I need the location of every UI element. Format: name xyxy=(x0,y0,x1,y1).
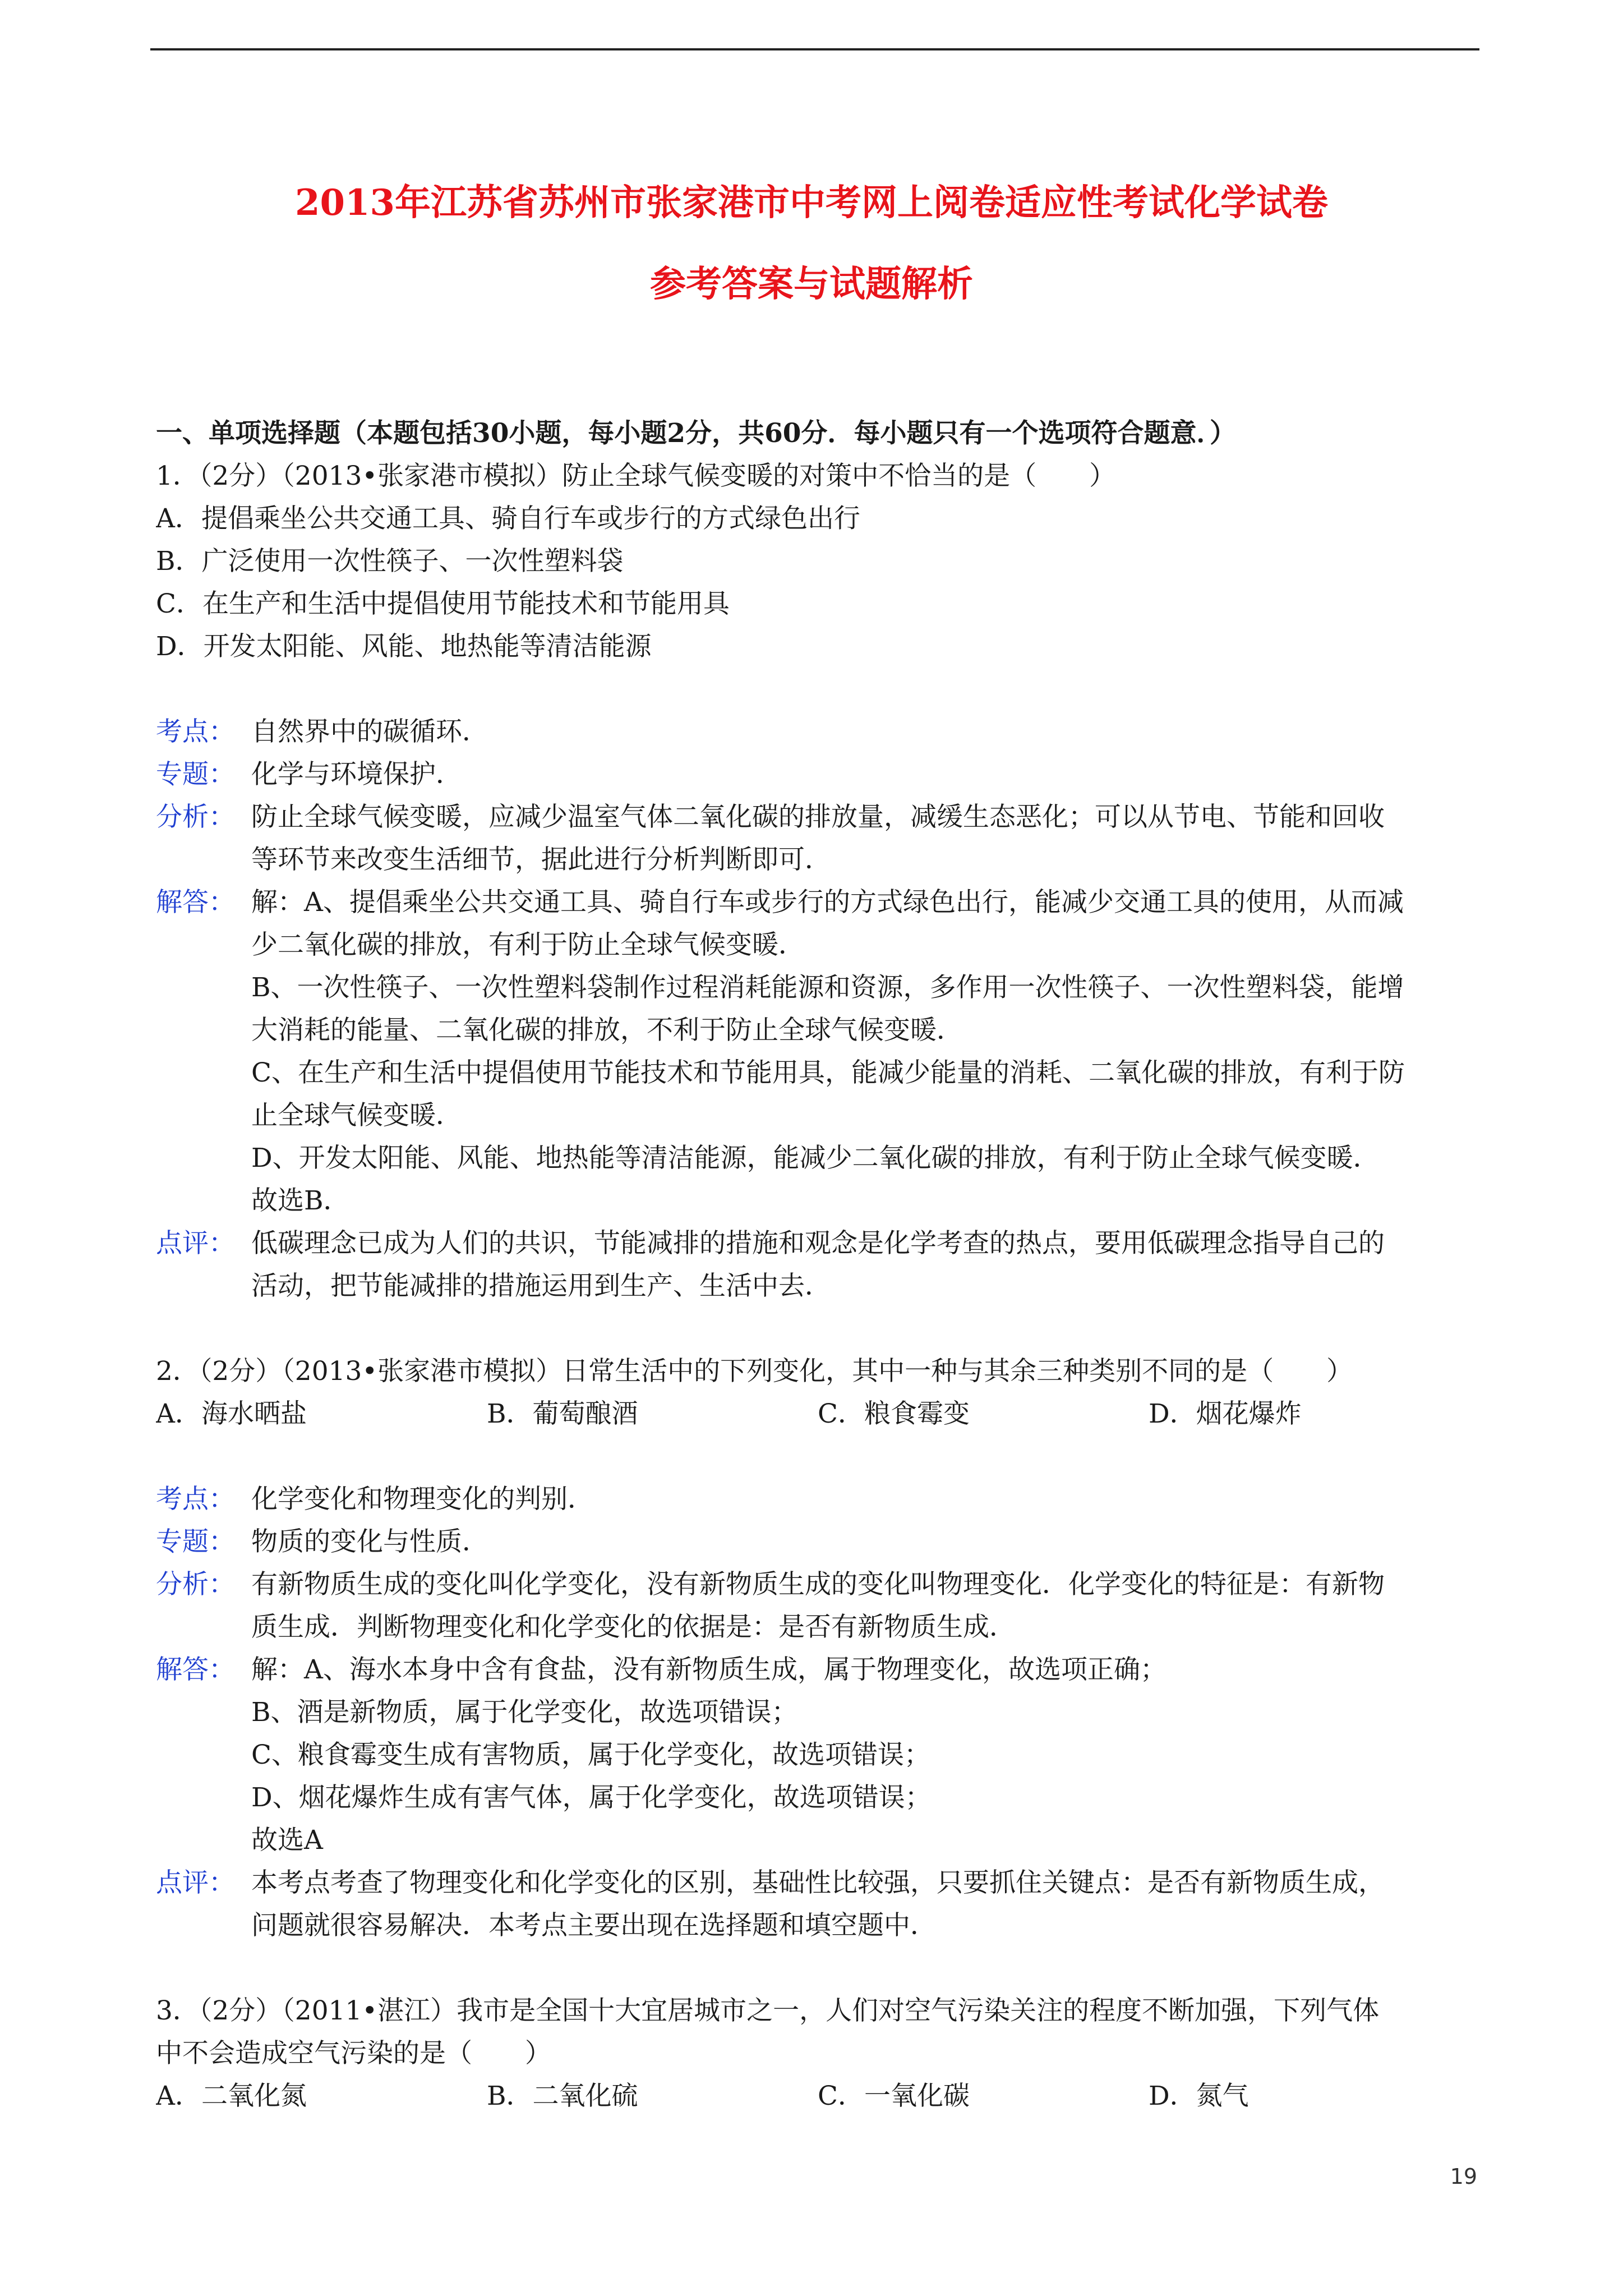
jieda-label: 解答： xyxy=(156,887,235,918)
jieda-text: D、开发太阳能、风能、地热能等清洁能源，能减少二氧化碳的排放，有利于防止全球气候变暖． xyxy=(251,1143,1380,1174)
question-stem: 2．（2分）（2013•张家港市模拟）日常生活中的下列变化，其中一种与其余三种类别不同的是（ ） xyxy=(156,1356,1353,1387)
question-2 xyxy=(156,1350,1479,1947)
option-b: B．广泛使用一次性筷子、一次性塑料袋 xyxy=(156,546,624,577)
kaodian-text: 自然界中的碳循环． xyxy=(251,716,488,747)
document-title: 2013年江苏省苏州市张家港市中考网上阅卷适应性考试化学试卷 xyxy=(294,182,1329,224)
zhuanti-label: 专题： xyxy=(156,1526,235,1557)
option-b: B．葡萄酿酒 xyxy=(487,1398,638,1429)
question-stem: 1．（2分）（2013•张家港市模拟）防止全球气候变暖的对策中不恰当的是（ ） xyxy=(156,461,1116,491)
fenxi-text: 有新物质生成的变化叫化学变化，没有新物质生成的变化叫物理变化．化学变化的特征是：有新物 xyxy=(251,1569,1385,1600)
question-stem: 3．（2分）（2011•湛江）我市是全国十大宜居城市之一，人们对空气污染关注的程度不断加强，下列气体 xyxy=(156,1995,1380,2026)
dianping-text: 本考点考查了物理变化和化学变化的区别，基础性比较强，只要抓住关键点：是否有新物质生成， xyxy=(251,1867,1385,1898)
jieda-text: C、在生产和生活中提倡使用节能技术和节能用具，能减少能量的消耗、二氧化碳的排放，有利于防 xyxy=(251,1057,1405,1088)
fenxi-text: 等环节来改变生活细节，据此进行分析判断即可． xyxy=(251,844,831,875)
jieda-text: B、酒是新物质，属于化学变化，故选项错误； xyxy=(251,1697,798,1728)
kaodian-row xyxy=(156,1478,1479,1521)
question-3 xyxy=(156,1990,1479,2118)
dianping-text: 低碳理念已成为人们的共识，节能减排的措施和观念是化学考查的热点，要用低碳理念指导自己的 xyxy=(251,1228,1385,1259)
dianping-text: 活动，把节能减排的措施运用到生产、生活中去． xyxy=(251,1271,831,1301)
fenxi-label: 分析： xyxy=(156,802,235,832)
jieda-row xyxy=(156,881,1479,924)
question-1 xyxy=(156,455,1479,1308)
fenxi-label: 分析： xyxy=(156,1569,235,1600)
option-c: C．一氧化碳 xyxy=(818,2081,970,2111)
zhuanti-row xyxy=(156,753,1479,796)
zhuanti-label: 专题： xyxy=(156,759,235,790)
option-d: D．开发太阳能、风能、地热能等清洁能源 xyxy=(156,631,652,662)
document-subtitle: 参考答案与试题解析 xyxy=(650,263,973,305)
jieda-text: 大消耗的能量、二氧化碳的排放，不利于防止全球气候变暖． xyxy=(251,1015,963,1046)
jieda-row xyxy=(156,1649,1479,1691)
kaodian-label: 考点： xyxy=(156,1484,235,1515)
section-heading: 一、单项选择题（本题包括30小题，每小题2分，共60分．每小题只有一个选项符合题意．） xyxy=(156,418,1237,449)
fenxi-row xyxy=(156,1563,1479,1606)
zhuanti-row xyxy=(156,1521,1479,1563)
dianping-row xyxy=(156,1862,1479,1904)
fenxi-text: 防止全球气候变暖，应减少温室气体二氧化碳的排放量，减缓生态恶化；可以从节电、节能和回收 xyxy=(251,802,1385,832)
dianping-label: 点评： xyxy=(156,1228,235,1259)
dianping-row xyxy=(156,1222,1479,1265)
page-number: 19 xyxy=(1450,2164,1477,2189)
top-rule xyxy=(150,48,1479,50)
options-row xyxy=(156,2075,1479,2118)
option-c: C．在生产和生活中提倡使用节能技术和节能用具 xyxy=(156,588,730,619)
jieda-label: 解答： xyxy=(156,1654,235,1685)
jieda-text: 解：A、海水本身中含有食盐，没有新物质生成，属于物理变化，故选项正确； xyxy=(251,1654,1166,1685)
option-d: D．烟花爆炸 xyxy=(1149,1398,1302,1429)
zhuanti-text: 化学与环境保护． xyxy=(251,759,462,790)
jieda-text: 少二氧化碳的排放，有利于防止全球气候变暖． xyxy=(251,930,805,960)
zhuanti-text: 物质的变化与性质． xyxy=(251,1526,488,1557)
options-row xyxy=(156,1393,1479,1435)
jieda-text: B、一次性筷子、一次性塑料袋制作过程消耗能源和资源，多作用一次性筷子、一次性塑料袋，能增 xyxy=(251,972,1404,1003)
jieda-text: 解：A、提倡乘坐公共交通工具、骑自行车或步行的方式绿色出行，能减少交通工具的使用，从而减 xyxy=(251,887,1404,918)
option-a: A．二氧化氮 xyxy=(156,2081,307,2111)
option-b: B．二氧化硫 xyxy=(487,2081,638,2111)
fenxi-text: 质生成．判断物理变化和化学变化的依据是：是否有新物质生成． xyxy=(251,1612,1016,1642)
option-c: C．粮食霉变 xyxy=(818,1398,970,1429)
jieda-text: C、粮食霉变生成有害物质，属于化学变化，故选项错误； xyxy=(251,1740,930,1770)
jieda-text: 故选B． xyxy=(251,1185,350,1216)
kaodian-text: 化学变化和物理变化的判别． xyxy=(251,1484,594,1515)
jieda-text: 故选A xyxy=(251,1825,323,1856)
option-d: D．氮气 xyxy=(1149,2081,1249,2111)
dianping-label: 点评： xyxy=(156,1867,235,1898)
document-body xyxy=(156,412,1479,2118)
kaodian-row xyxy=(156,711,1479,753)
option-a: A．提倡乘坐公共交通工具、骑自行车或步行的方式绿色出行 xyxy=(156,503,860,534)
option-a: A．海水晒盐 xyxy=(156,1398,307,1429)
dianping-text: 问题就很容易解决．本考点主要出现在选择题和填空题中． xyxy=(251,1910,937,1941)
jieda-text: 止全球气候变暖． xyxy=(251,1100,462,1131)
jieda-text: D、烟花爆炸生成有害气体，属于化学变化，故选项错误； xyxy=(251,1782,932,1813)
kaodian-label: 考点： xyxy=(156,716,235,747)
fenxi-row xyxy=(156,796,1479,839)
question-stem: 中不会造成空气污染的是（ ） xyxy=(156,2038,551,2069)
